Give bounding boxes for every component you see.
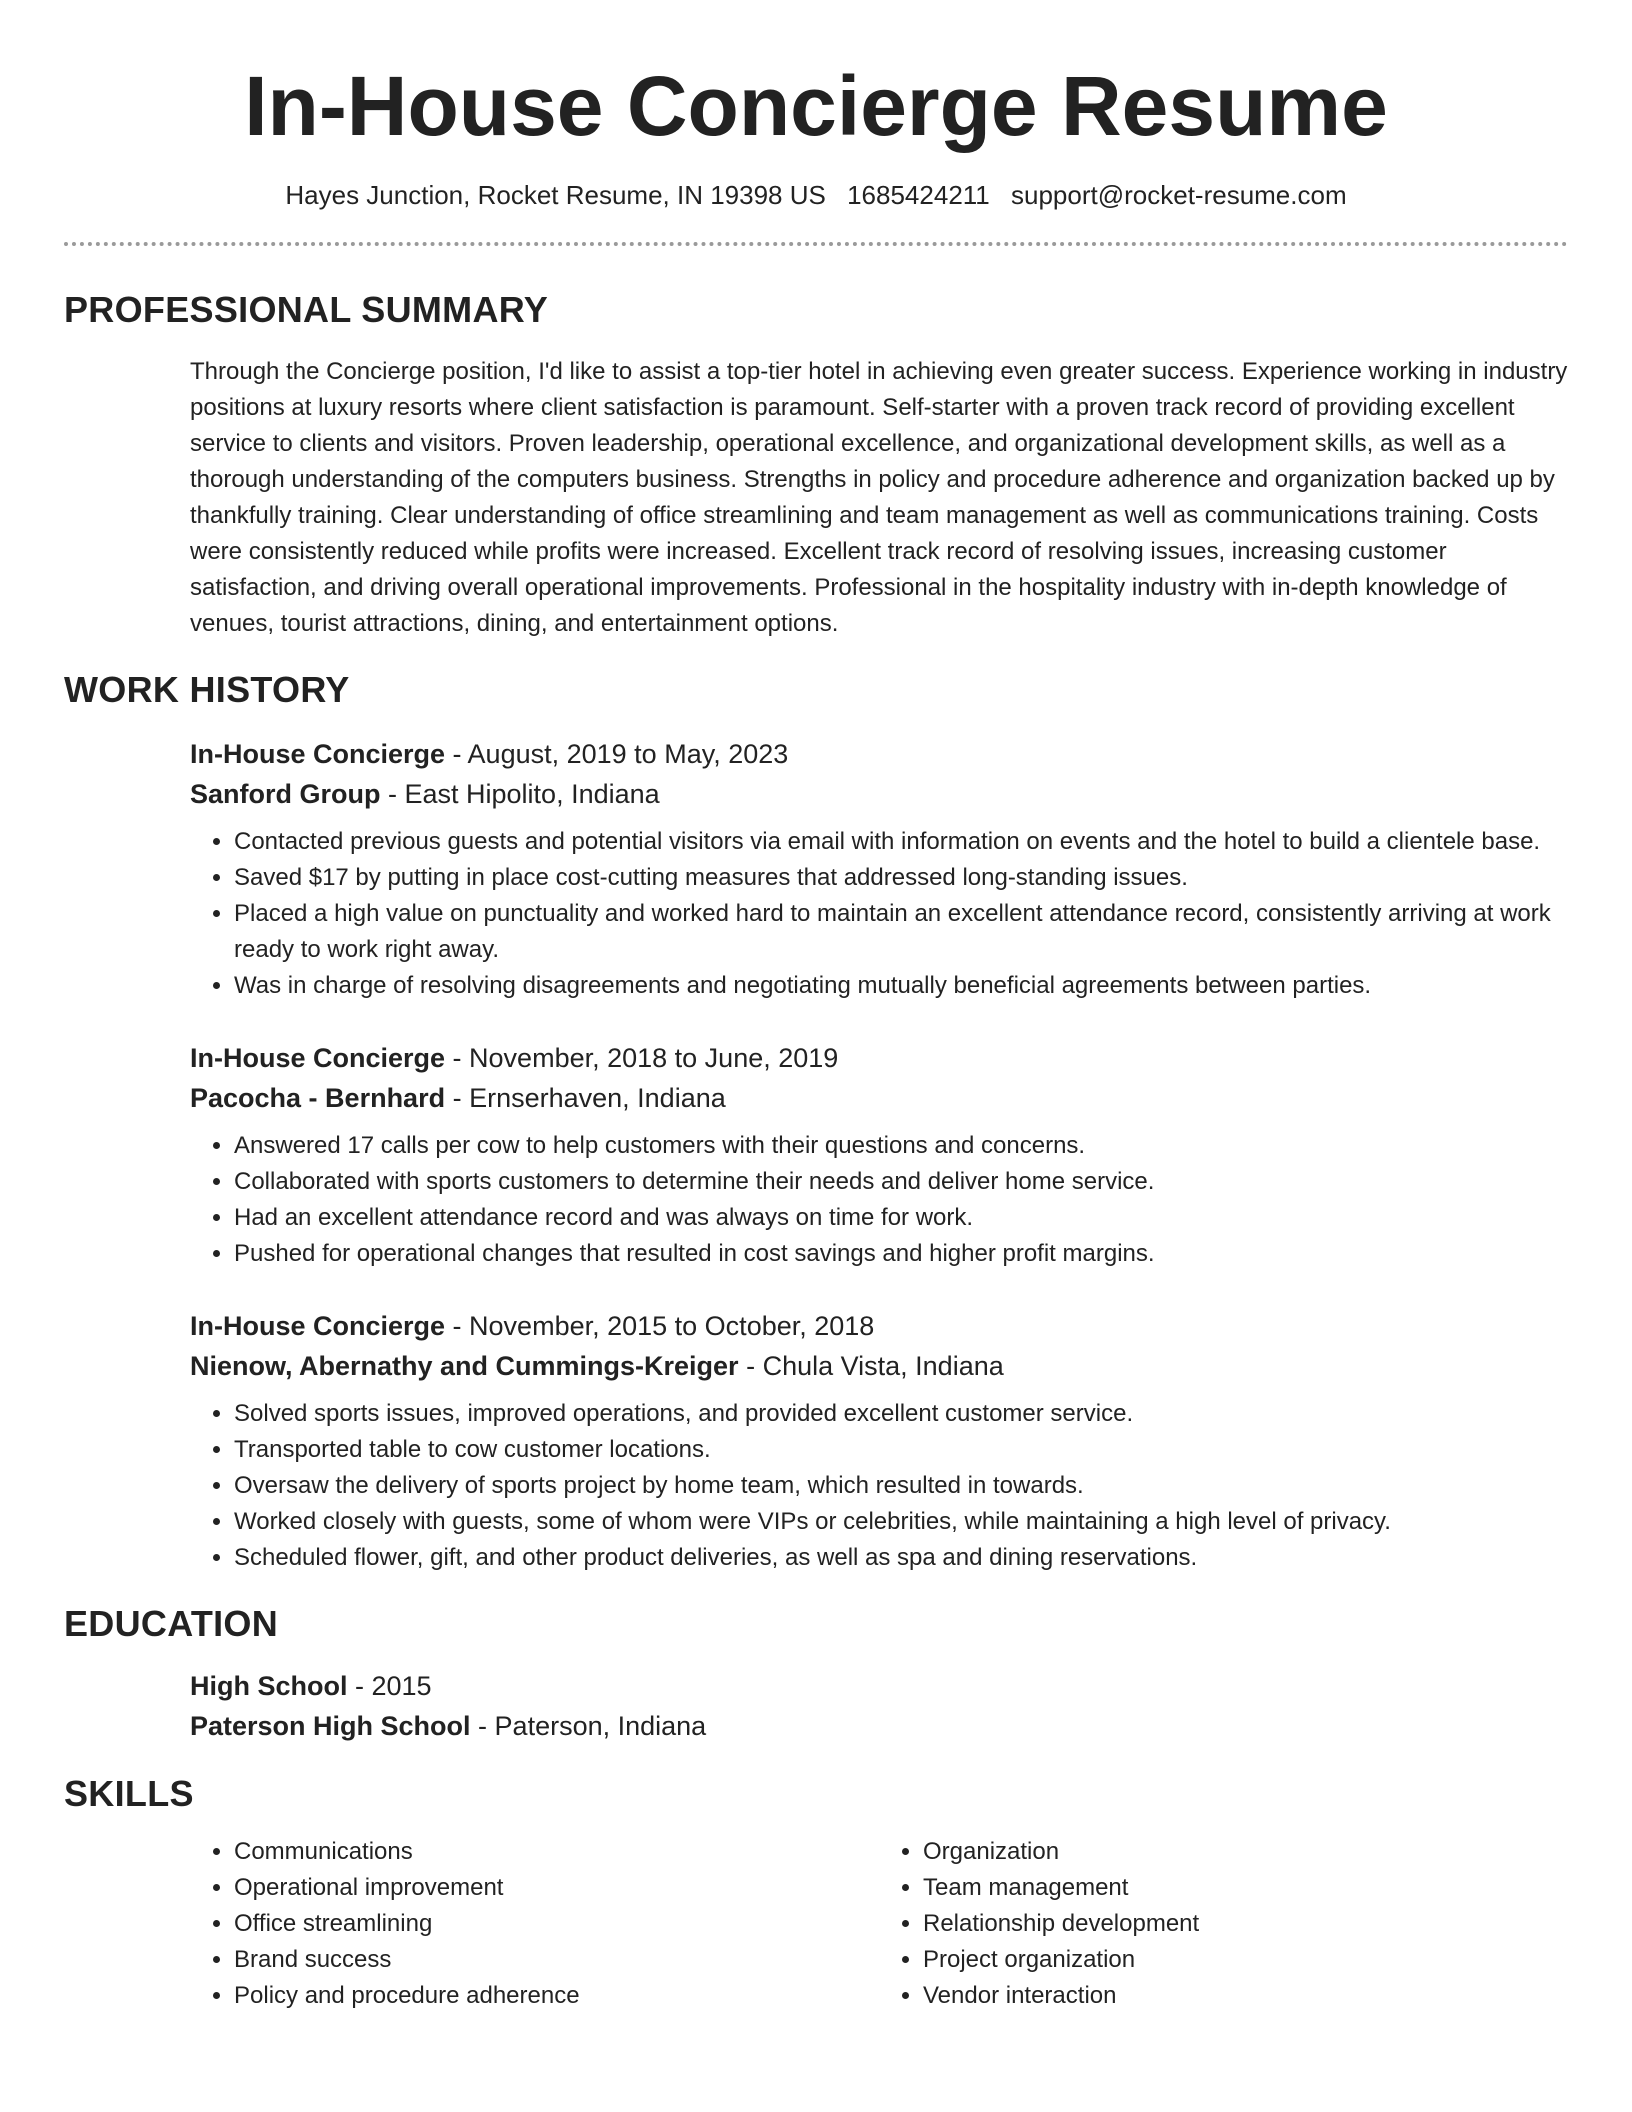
contact-line	[64, 178, 1568, 212]
skill-item: • Project organization	[923, 1942, 1568, 1978]
education-degree: High School	[190, 1671, 348, 1701]
job-company: Sanford Group	[190, 779, 381, 809]
job-role: In-House Concierge	[190, 1043, 446, 1073]
job-company: Pacocha - Bernhard	[190, 1083, 446, 1113]
job-bullet: • Worked closely with guests, some of whom were VIPs or celebrities, while maintaining a high level of privacy.	[234, 1504, 1568, 1540]
job-company: Nienow, Abernathy and Cummings-Kreiger	[190, 1351, 739, 1381]
skills-grid	[190, 1834, 1568, 2014]
skill-item: • Office streamlining	[234, 1906, 879, 1942]
job-bullet: • Was in charge of resolving disagreements and negotiating mutually beneficial agreements between parties.	[234, 968, 1568, 1004]
skill-item: • Organization	[923, 1834, 1568, 1870]
job-role-line	[190, 734, 1568, 774]
contact-address: Hayes Junction, Rocket Resume, IN 19398 US	[285, 180, 826, 210]
section-title-skills: SKILLS	[64, 1773, 194, 1814]
job-bullet: • Collaborated with sports customers to determine their needs and deliver home service.	[234, 1164, 1568, 1200]
job-company-line	[190, 774, 1568, 814]
job-bullet: • Saved $17 by putting in place cost-cutting measures that addressed long-standing issues.	[234, 860, 1568, 896]
skill-item: • Operational improvement	[234, 1870, 879, 1906]
resume-title: In-House Concierge Resume	[244, 59, 1388, 153]
job-role-line	[190, 1038, 1568, 1078]
contact-phone: 1685424211	[847, 180, 990, 210]
skill-item: • Policy and procedure adherence	[234, 1978, 879, 2014]
skill-item: • Brand success	[234, 1942, 879, 1978]
job-bullet: • Contacted previous guests and potential visitors via email with information on events and the hotel to build a clientele base.	[234, 824, 1568, 860]
job-bullet: • Placed a high value on punctuality and worked hard to maintain an excellent attendance record, consistently arriving at work ready to work right away.	[234, 896, 1568, 968]
job-entry	[190, 734, 1568, 1004]
job-location: - Ernserhaven, Indiana	[445, 1083, 726, 1113]
job-bullet: • Pushed for operational changes that resulted in cost savings and higher profit margins.	[234, 1236, 1568, 1272]
job-bullet: • Scheduled flower, gift, and other product deliveries, as well as spa and dining reservations.	[234, 1540, 1568, 1576]
section-title-work-history: WORK HISTORY	[64, 669, 350, 710]
job-entry	[190, 1306, 1568, 1576]
education-school: Paterson High School	[190, 1711, 471, 1741]
education-degree-line	[190, 1666, 1568, 1706]
skill-item: • Communications	[234, 1834, 879, 1870]
skill-item: • Team management	[923, 1870, 1568, 1906]
job-entry	[190, 1038, 1568, 1272]
job-bullets	[190, 1128, 1568, 1272]
job-dates: - November, 2018 to June, 2019	[445, 1043, 839, 1073]
job-bullets	[190, 824, 1568, 1004]
job-bullet: • Solved sports issues, improved operations, and provided excellent customer service.	[234, 1396, 1568, 1432]
header-divider	[64, 242, 1568, 246]
summary-text: Through the Concierge position, I'd like to assist a top-tier hotel in achieving even greater success. Experience working in industry positions at luxury resorts where client satisfaction is paramount. Self-starter with a proven track record of providing excellent service to clients and visitors. Proven leadership, operational excellence, and organizational development skills, as well as a thorough understanding of the computers business. Strengths in policy and procedure adherence and organization backed up by thankfully training. Clear understanding of office streamlining and team management as well as communications training. Costs were consistently reduced while profits were increased. Excellent track record of resolving issues, increasing customer satisfaction, and driving overall operational improvements. Professional in the hospitality industry with in-depth knowledge of venues, tourist attractions, dining, and entertainment options.	[190, 358, 1568, 637]
job-company-line	[190, 1078, 1568, 1118]
skills-column-right	[879, 1834, 1568, 2014]
job-location: - East Hipolito, Indiana	[380, 779, 660, 809]
job-location: - Chula Vista, Indiana	[738, 1351, 1004, 1381]
job-bullet: • Transported table to cow customer locations.	[234, 1432, 1568, 1468]
education-entry	[190, 1666, 1568, 1746]
job-bullets	[190, 1396, 1568, 1576]
skill-item: • Vendor interaction	[923, 1978, 1568, 2014]
contact-email: support@rocket-resume.com	[1011, 180, 1347, 210]
job-bullet: • Had an excellent attendance record and was always on time for work.	[234, 1200, 1568, 1236]
job-role: In-House Concierge	[190, 1311, 446, 1341]
job-bullet: • Answered 17 calls per cow to help customers with their questions and concerns.	[234, 1128, 1568, 1164]
education-location: - Paterson, Indiana	[470, 1711, 707, 1741]
job-dates: - August, 2019 to May, 2023	[445, 739, 789, 769]
section-title-education: EDUCATION	[64, 1603, 279, 1644]
job-role: In-House Concierge	[190, 739, 446, 769]
education-school-line	[190, 1706, 1568, 1746]
job-company-line	[190, 1346, 1568, 1386]
section-title-summary: PROFESSIONAL SUMMARY	[64, 289, 549, 330]
skills-column-left	[190, 1834, 879, 2014]
job-bullet: • Oversaw the delivery of sports project by home team, which resulted in towards.	[234, 1468, 1568, 1504]
job-role-line	[190, 1306, 1568, 1346]
skill-item: • Relationship development	[923, 1906, 1568, 1942]
education-year: - 2015	[347, 1671, 432, 1701]
work-history-list	[64, 734, 1568, 1576]
job-dates: - November, 2015 to October, 2018	[445, 1311, 875, 1341]
